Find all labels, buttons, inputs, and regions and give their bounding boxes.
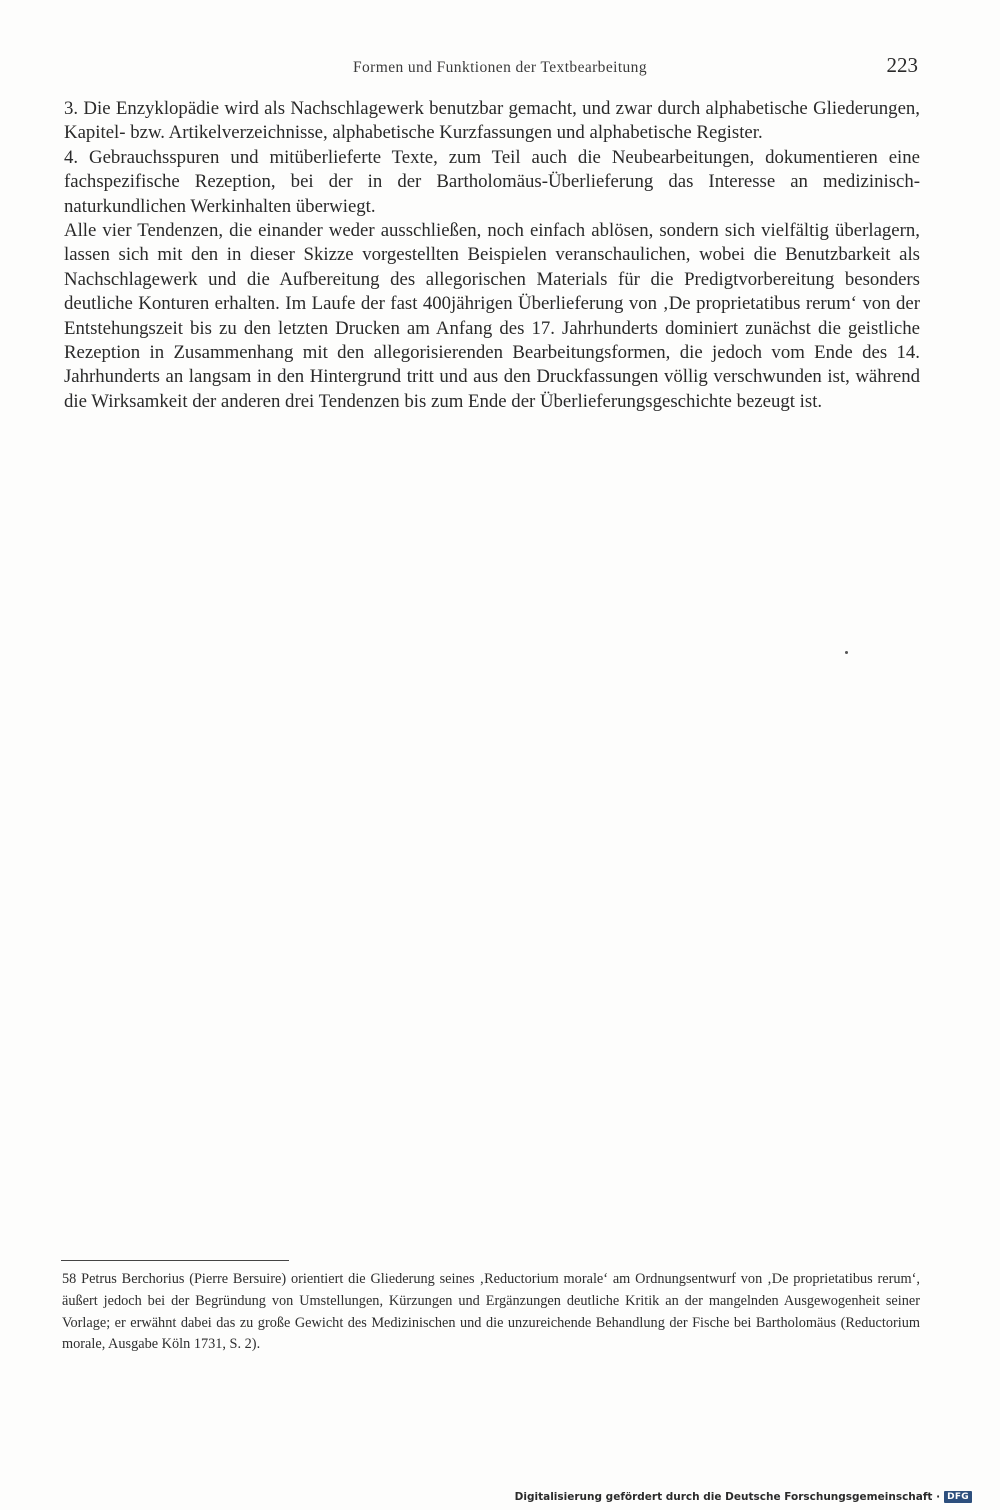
scan-speck [845,651,848,654]
digitization-credit [515,1491,972,1503]
running-title: Formen und Funktionen der Textbearbeitung [353,59,647,76]
page-number: 223 [886,53,918,77]
footnotes [62,1269,920,1356]
body-text [64,97,920,414]
paragraph-summary: Alle vier Tendenzen, die einander weder ausschließen, noch einfach ablösen, sondern sich vielfältig überlagern, lassen sich mit den in dieser Skizze vorgestellten Beispielen veranschaulichen, wobei die Benutzbarkeit als Nachschlagewerk und die Aufbereitung des allegorischen Materials für die Predigtvorbereitung besonders deutliche Konturen erhalten. Im Laufe der fast 400jährigen Überlieferung von ‚De proprietatibus rerum‘ von der Entstehungszeit bis zu den letzten Drucken am Anfang des 17. Jahrhunderts dominiert zunächst die geistliche Rezeption in Zusammenhang mit den allegorisierenden Bearbeitungsformen, die jedoch vom Ende des 14. Jahrhunderts an langsam in den Hintergrund tritt und aus den Druckfassungen völlig verschwunden ist, während die Wirksamkeit der anderen drei Tendenzen bis zum Ende der Überlieferungsgeschichte bezeugt ist. [64,220,920,412]
footnote-divider [61,1260,289,1261]
running-head [0,53,1000,82]
credit-text: Digitalisierung gefördert durch die Deutsche Forschungsgemeinschaft · [514,1491,941,1503]
paragraph-point-3: 3. Die Enzyklopädie wird als Nachschlagewerk benutzbar gemacht, und zwar durch alphabetische Gliederungen, Kapitel- bzw. Artikelverzeichnisse, alphabetische Kurzfassungen und alphabetische Register. [64,98,920,144]
footnote-58: 58 Petrus Berchorius (Pierre Bersuire) orientiert die Gliederung seines ‚Reductorium morale‘ am Ordnungsentwurf von ‚De proprietatibus rerum‘, äußert jedoch bei der Begründung von Umstellungen, Kürzungen und Ergänzungen deutliche Kritik an der mangelnden Ausgewogenheit seiner Vorlage; er erwähnt dabei das zu große Gewicht des Medizinischen und die unzureichende Behandlung der Fische bei Bartholomäus (Reductorium morale, Ausgabe Köln 1731, S. 2). [62,1271,920,1353]
dfg-logo-icon: DFG [944,1491,972,1503]
paragraph-point-4: 4. Gebrauchsspuren und mitüberlieferte Texte, zum Teil auch die Neubearbeitungen, dokumentieren eine fachspezifische Rezeption, bei der in der Bartholomäus-Überlieferung das Interesse an medizinisch-naturkundlichen Werkinhalten überwiegt. [64,146,920,217]
